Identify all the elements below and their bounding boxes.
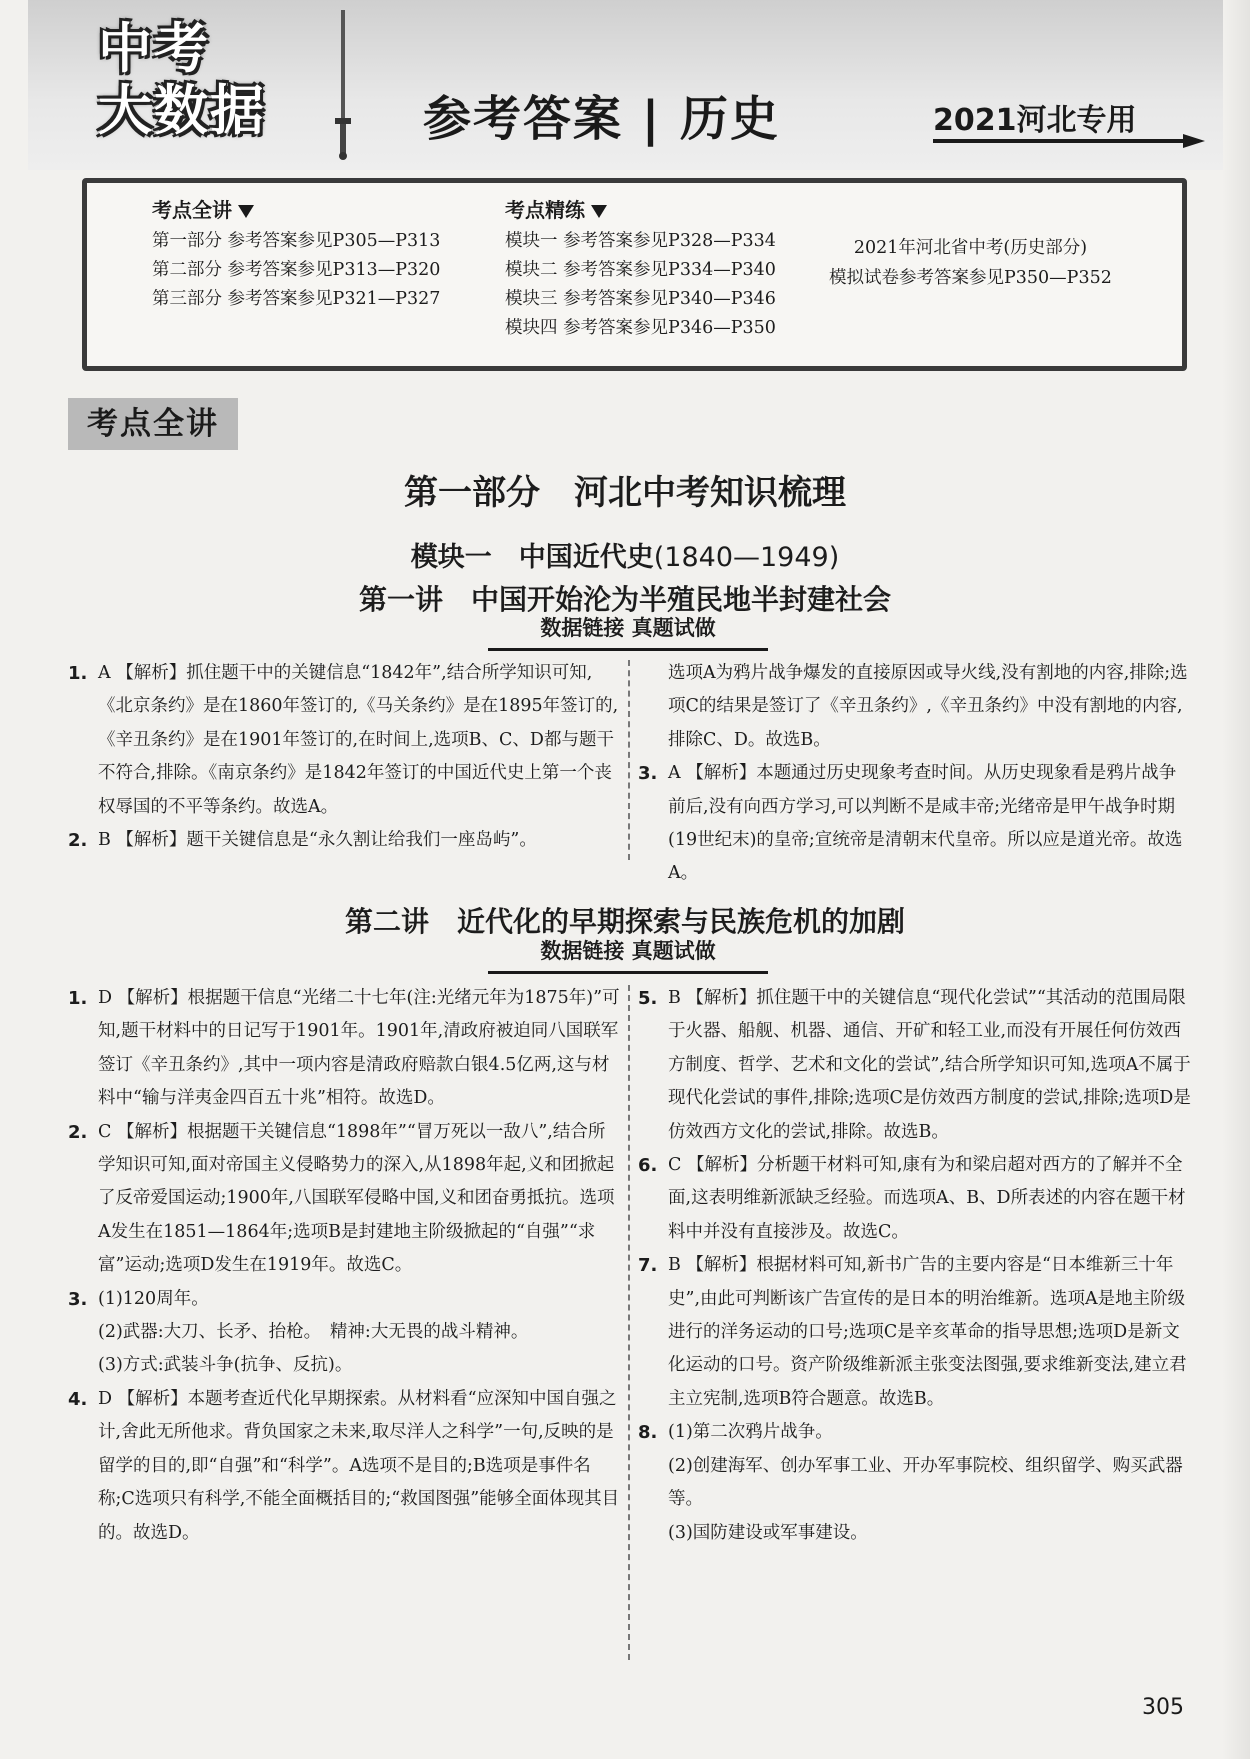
lesson1-right-column <box>638 657 1193 891</box>
page-header <box>28 0 1223 170</box>
index-heading-2 <box>505 193 776 227</box>
item-number: 1. <box>68 663 88 684</box>
item-number: 2. <box>68 1121 88 1143</box>
index-heading-1-text: 考点全讲 <box>152 198 232 222</box>
index-item: 模块四 参考答案参见P346—P350 <box>505 318 776 338</box>
item-text: A 【解析】抓住题干中的关键信息“1842年”,结合所学知识可知,《北京条约》是在1860年签订的,《马关条约》是在1895年签订的,《辛丑条约》是在1901年签订的,在时间上,选项B、C、D都与题干不符合,排除。《南京条约》是1842年签订的中国近代史上第一个丧权辱国的不平等条约。故选A。 <box>98 663 619 817</box>
answer-item <box>68 1283 620 1316</box>
lesson2-tag: 数据链接 真题试做 <box>488 935 768 974</box>
column-divider <box>628 985 630 1660</box>
index-heading-2-text: 考点精练 <box>505 198 585 222</box>
answer-item <box>638 1249 1193 1416</box>
item-number: 2. <box>68 830 88 852</box>
page-edge-shade <box>1222 0 1250 1759</box>
answer-item <box>638 1416 1193 1449</box>
arrow-right-icon <box>1183 134 1205 148</box>
item-text: C 【解析】根据题干关键信息“1898年”“冒万死以一敌八”,结合所学知识可知,面对帝国主义侵略势力的深入,从1898年起,义和团掀起了反帝爱国运动;1900年,八国联军侵略中国,义和团奋勇抵抗。选项A发生在1851—1864年;选项B是封建地主阶级掀起的“自强”“求富”运动;选项D发生在1919年。故选C。 <box>98 1121 615 1276</box>
index-item: 第三部分 参考答案参见P321—P327 <box>152 289 441 309</box>
answer-item <box>68 1116 620 1283</box>
answer-item <box>68 824 620 857</box>
item-number: 3. <box>638 763 658 785</box>
index-column-1 <box>152 193 440 314</box>
item-number: 8. <box>638 1422 658 1444</box>
sword-icon <box>333 10 353 160</box>
index-column-3 <box>829 233 1112 293</box>
logo <box>98 18 328 153</box>
module-period: (1840—1949) <box>653 542 840 573</box>
answer-item <box>68 657 620 824</box>
module-title-text: 模块一 中国近代史 <box>410 542 654 573</box>
lesson1-tag: 数据链接 真题试做 <box>488 612 768 651</box>
index-column-2 <box>505 193 776 343</box>
item-number: 1. <box>68 988 88 1009</box>
lesson2-title: 第二讲 近代化的早期探索与民族危机的加剧 <box>344 905 905 938</box>
answer-item <box>68 982 620 1116</box>
index-item: 模块三 参考答案参见P340—P346 <box>505 289 776 309</box>
answer-item <box>638 982 1193 1149</box>
logo-line1: 中考 <box>98 17 210 80</box>
index-item: 模块一 参考答案参见P328—P334 <box>505 231 776 251</box>
item-text: 选项A为鸦片战争爆发的直接原因或导火线,没有割地的内容,排除;选项C的结果是签订了《辛丑条约》,《辛丑条约》中没有割地的内容,排除C、D。故选B。 <box>668 663 1188 750</box>
column-divider <box>628 660 630 860</box>
answer-item <box>638 1149 1193 1249</box>
item-text: A 【解析】本题通过历史现象考查时间。从历史现象看是鸦片战争前后,没有向西方学习,可以判断不是咸丰帝;光绪帝是甲午战争时期(19世纪末)的皇帝;宣统帝是清朝末代皇帝。所以应是道光帝。故选A。 <box>668 763 1183 884</box>
item-number: 5. <box>638 988 658 1009</box>
lesson1-title: 第一讲 中国开始沦为半殖民地半封建社会 <box>358 583 891 616</box>
answer-index-box <box>82 178 1187 371</box>
item-text: C 【解析】分析题干材料可知,康有为和梁启超对西方的了解并不全面,这表明维新派缺乏经验。而选项A、B、D所表述的内容在题干材料中并没有直接涉及。故选C。 <box>668 1155 1186 1242</box>
answer-item <box>68 1383 620 1550</box>
item-text: B 【解析】抓住题干中的关键信息“现代化尝试”“其活动的范围局限于火器、船舰、机器、通信、开矿和轻工业,而没有开展任何仿效西方制度、哲学、艺术和文化的尝试”,结合所学知识可知,选项A不属于现代化尝试的事件,排除;选项C是仿效西方制度的尝试,排除;选项D是仿效西方文化的尝试,排除。故选B。 <box>668 988 1191 1142</box>
module-title <box>0 535 1250 574</box>
lesson2-right-column <box>638 982 1193 1550</box>
item-text: D 【解析】根据题干信息“光绪二十七年(注:光绪元年为1875年)”可知,题干材料中的日记写于1901年。1901年,清政府被迫同八国联军签订《辛丑条约》,其中一项内容是清政府赔款白银4.5亿两,这与材料中“输与洋夷金四百五十兆”相符。故选D。 <box>98 988 620 1109</box>
item-number: 3. <box>68 1288 88 1310</box>
index-item: 模拟试卷参考答案参见P350—P352 <box>829 268 1112 288</box>
index-heading-1 <box>152 193 440 227</box>
index-item: 2021年河北省中考(历史部分) <box>853 238 1088 258</box>
answer-item <box>638 757 1193 891</box>
item-text: B 【解析】题干关键信息是“永久割让给我们一座岛屿”。 <box>98 830 537 851</box>
item-text: (1)第二次鸦片战争。 <box>668 1422 833 1443</box>
answer-item <box>638 657 1193 757</box>
index-item: 第一部分 参考答案参见P305—P313 <box>152 231 441 251</box>
item-text: B 【解析】根据材料可知,新书广告的主要内容是“日本维新三十年史”,由此可判断该广告宣传的是日本的明治维新。选项A是地主阶级进行的洋务运动的口号;选项C是辛亥革命的指导思想;选项D是新文化运动的口号。资产阶级维新派主张变法图强,要求维新变法,建立君主立宪制,选项B符合题意。故选B。 <box>668 1255 1187 1409</box>
answer-subitem: (2)武器:大刀、长矛、抬枪。 精神:大无畏的战斗精神。 <box>98 1322 529 1343</box>
header-title: 参考答案 | 历史 <box>423 91 780 147</box>
answer-subitem: (3)国防建设或军事建设。 <box>668 1522 868 1543</box>
triangle-down-icon <box>238 205 254 218</box>
lesson2-left-column <box>68 982 620 1550</box>
edition-label <box>933 95 1183 143</box>
page-number: 305 <box>1142 1695 1184 1720</box>
section-tag: 考点全讲 <box>68 398 238 450</box>
part-title: 第一部分 河北中考知识梳理 <box>404 473 846 513</box>
item-number: 4. <box>68 1388 88 1410</box>
index-item: 第二部分 参考答案参见P313—P320 <box>152 260 441 280</box>
item-text: D 【解析】本题考查近代化早期探索。从材料看“应深知中国自强之计,舍此无所他求。背负国家之未来,取尽洋人之科学”一句,反映的是留学的目的,即“自强”和“科学”。A选项不是目的;B选项是事件名称;C选项只有科学,不能全面概括目的;“救国图强”能够全面体现其目的。故选D。 <box>98 1388 620 1543</box>
item-number: 6. <box>638 1155 658 1177</box>
logo-line2: 大数据 <box>98 79 266 142</box>
lesson1-left-column <box>68 657 620 857</box>
triangle-down-icon <box>591 205 607 218</box>
edition-text: 2021河北专用 <box>933 103 1137 138</box>
index-item: 模块二 参考答案参见P334—P340 <box>505 260 776 280</box>
item-number: 7. <box>638 1255 658 1277</box>
answer-subitem: (3)方式:武装斗争(抗争、反抗)。 <box>98 1355 353 1376</box>
item-text: (1)120周年。 <box>98 1288 209 1309</box>
answer-subitem: (2)创建海军、创办军事工业、开办军事院校、组织留学、购买武器等。 <box>668 1455 1183 1510</box>
